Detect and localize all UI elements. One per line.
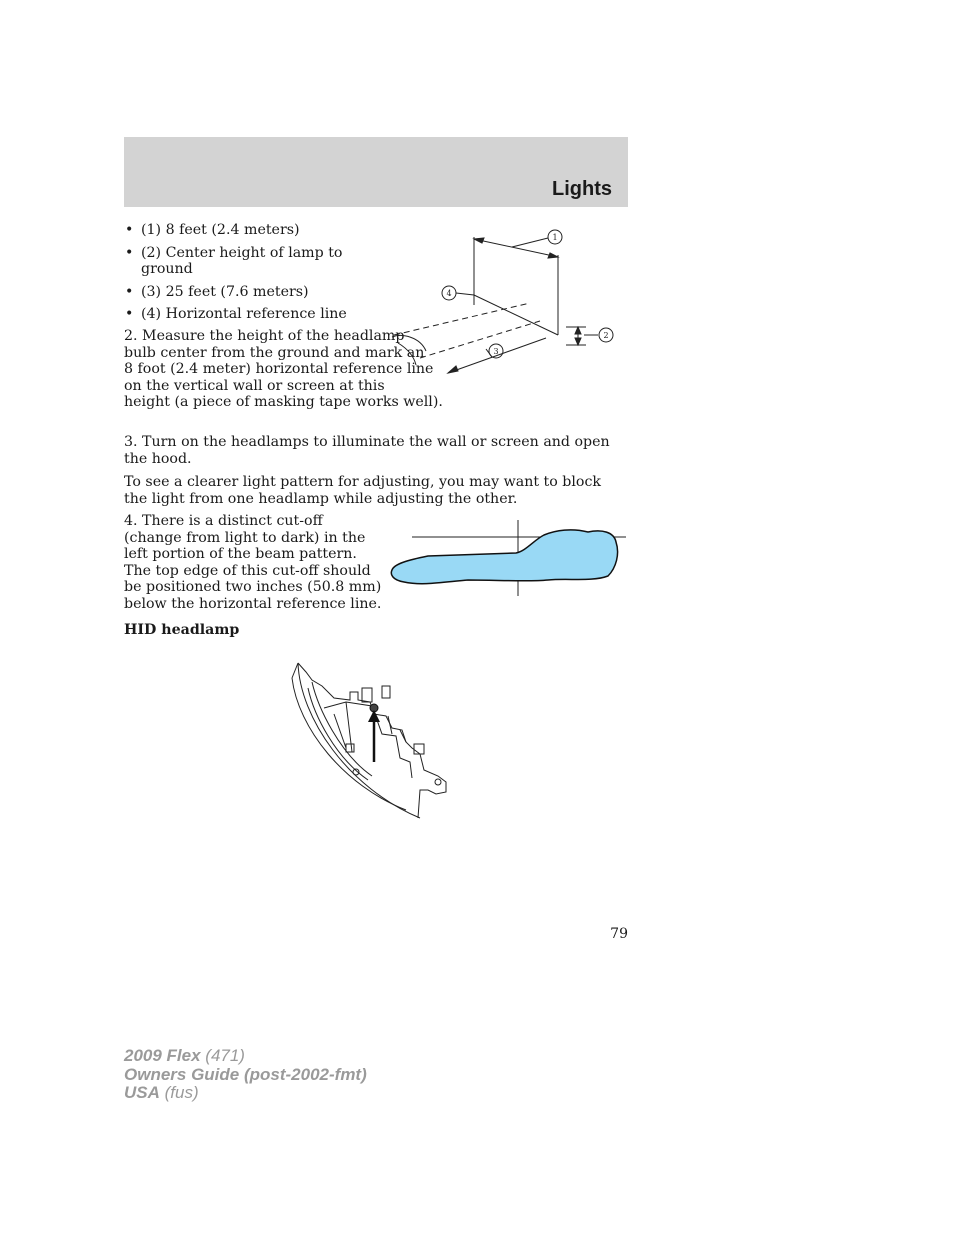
bullet-icon: • bbox=[125, 244, 134, 261]
bracket bbox=[382, 686, 390, 698]
section-header-band bbox=[124, 137, 628, 207]
list-item bbox=[124, 284, 384, 301]
connector bbox=[414, 744, 424, 754]
hid-headlamp-illustration bbox=[288, 658, 470, 820]
list-item bbox=[124, 306, 384, 323]
lens-edge bbox=[292, 663, 298, 678]
beam-pattern-diagram bbox=[388, 520, 628, 598]
arrow-up-icon bbox=[368, 710, 380, 722]
bullet-icon: • bbox=[125, 306, 134, 322]
callout-2-label: 2 bbox=[603, 331, 609, 340]
list-item bbox=[124, 245, 361, 278]
step-4-text: 4. There is a distinct cut-off (change from light to dark) in the left portion of the beam pattern. The top edge of this cut-off should be positioned two inches (50.8 mm) below the horizontal reference line. bbox=[124, 513, 382, 612]
bullet-icon: • bbox=[125, 222, 134, 238]
list-item-text: (4) Horizontal reference line bbox=[141, 306, 347, 322]
list-item-text: (1) 8 feet (2.4 meters) bbox=[141, 222, 300, 238]
arrowhead bbox=[575, 327, 581, 334]
page-number: 79 bbox=[610, 926, 628, 942]
dimension-1-line bbox=[474, 239, 558, 257]
measurement-list bbox=[124, 222, 384, 329]
bullet-icon: • bbox=[125, 283, 134, 300]
arrowhead bbox=[548, 253, 558, 258]
footer-line-3: USA (fus) bbox=[124, 1083, 199, 1102]
list-item bbox=[124, 222, 384, 239]
document-footer bbox=[124, 1047, 367, 1103]
step-2-tail: height (a piece of masking tape works well). bbox=[124, 394, 443, 410]
callout-3-label: 3 bbox=[493, 347, 499, 356]
screw bbox=[435, 779, 441, 785]
footer-line-2: Owners Guide (post-2002-fmt) bbox=[124, 1064, 367, 1084]
beam-pattern-shape bbox=[391, 530, 617, 584]
step-2-text: 2. Measure the height of the headlamp bulb center from the ground and mark an 8 foot (2.4 meter) horizontal reference line on the vertical wall or screen at this height (a piece of masking tape works well). bbox=[124, 328, 434, 411]
callout-1-label: 1 bbox=[552, 233, 558, 242]
section-title: Lights bbox=[552, 178, 612, 200]
lens-outer bbox=[298, 663, 420, 818]
housing-rim bbox=[298, 663, 446, 818]
beam-line-lower bbox=[420, 321, 540, 358]
list-item-text: (2) Center height of lamp to ground bbox=[141, 244, 343, 277]
arrowhead bbox=[575, 338, 581, 345]
arrowhead bbox=[474, 238, 484, 243]
connector bbox=[346, 744, 354, 752]
arrowhead bbox=[448, 366, 458, 373]
leader-1 bbox=[512, 238, 548, 247]
callout-4-label: 4 bbox=[446, 289, 452, 298]
hid-headlamp-heading: HID headlamp bbox=[124, 622, 240, 638]
step-3-text: 3. Turn on the headlamps to illuminate the wall or screen and open the hood. bbox=[124, 434, 610, 467]
adjuster-mount bbox=[362, 688, 372, 702]
wall-bottom-edge bbox=[474, 295, 558, 335]
leader-4 bbox=[456, 293, 474, 295]
housing-detail bbox=[324, 702, 412, 778]
tip-text: To see a clearer light pattern for adjusting, you may want to block the light from one headlamp while adjusting the other. bbox=[124, 474, 602, 507]
footer-line-1: 2009 Flex (471) bbox=[124, 1046, 245, 1065]
list-item-text: (3) 25 feet (7.6 meters) bbox=[141, 283, 309, 300]
